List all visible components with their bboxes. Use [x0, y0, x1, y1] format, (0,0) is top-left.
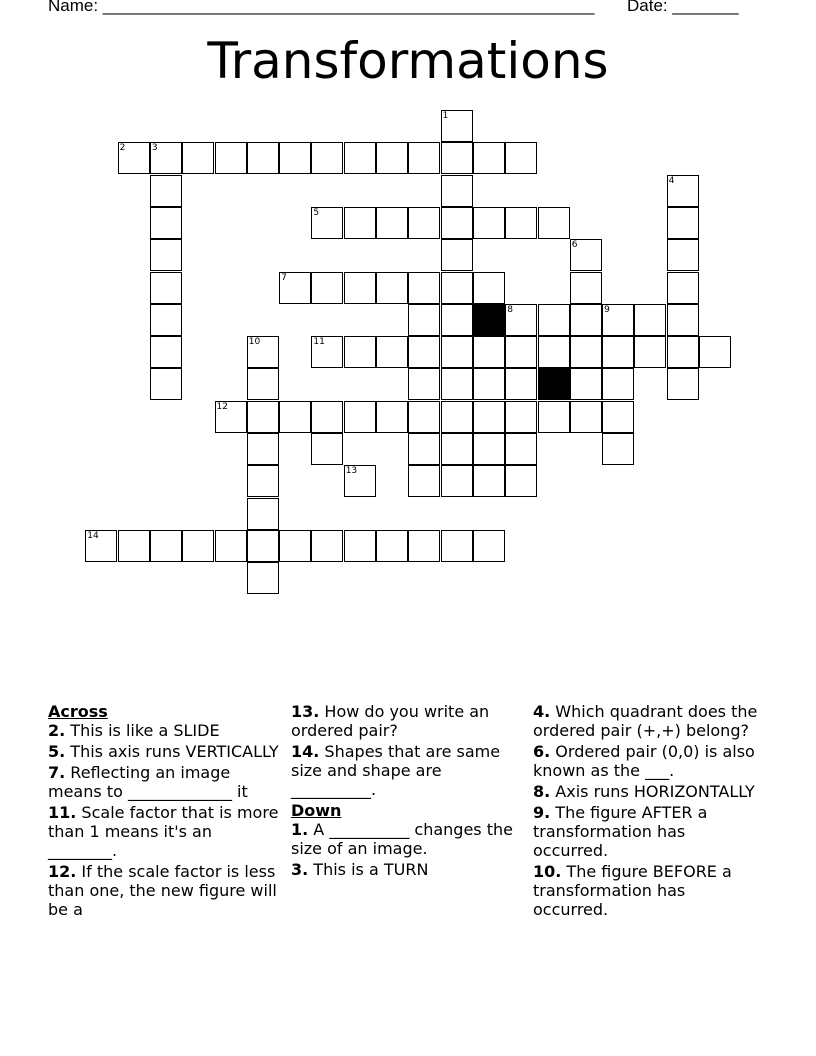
crossword-cell[interactable]: [215, 401, 247, 433]
clue-number: 3.: [291, 860, 309, 879]
crossword-cell[interactable]: [505, 401, 537, 433]
clue-item: [533, 782, 765, 801]
crossword-cell[interactable]: [344, 336, 376, 368]
crossword-cell[interactable]: [602, 304, 634, 336]
crossword-cell[interactable]: [441, 110, 473, 142]
crossword-cell[interactable]: [150, 530, 182, 562]
crossword-black-cell: [538, 368, 570, 400]
clues-column-3: [533, 702, 765, 921]
clue-item: [291, 820, 523, 858]
crossword-cell[interactable]: [473, 368, 505, 400]
crossword-cell[interactable]: [150, 368, 182, 400]
clue-number-label: 2: [119, 143, 126, 154]
clue-text: Shapes that are same size and shape are __________.: [291, 742, 501, 799]
crossword-cell[interactable]: [505, 304, 537, 336]
down-clue-list-continued: [533, 702, 765, 919]
crossword-cell[interactable]: [247, 336, 279, 368]
clue-number: 1.: [291, 820, 309, 839]
across-heading: Across: [48, 702, 108, 721]
clue-number-label: 3: [151, 143, 158, 154]
clue-number-label: 6: [571, 240, 578, 251]
crossword-cell[interactable]: [344, 401, 376, 433]
crossword-cell[interactable]: [538, 401, 570, 433]
clue-item: [48, 742, 280, 761]
clue-text: A __________ changes the size of an image.: [291, 820, 513, 858]
crossword-cell[interactable]: [311, 207, 343, 239]
crossword-cell[interactable]: [311, 272, 343, 304]
clue-text: The figure AFTER a transformation has occurred.: [533, 803, 708, 860]
crossword-cell[interactable]: [279, 401, 311, 433]
clue-text: This is a TURN: [308, 860, 429, 879]
across-clue-list: [48, 721, 280, 919]
crossword-cell[interactable]: [441, 175, 473, 207]
clue-number: 8.: [533, 782, 551, 801]
crossword-cell[interactable]: [667, 175, 699, 207]
crossword-cell[interactable]: [538, 336, 570, 368]
crossword-cell[interactable]: [505, 142, 537, 174]
crossword-cell[interactable]: [473, 336, 505, 368]
crossword-cell[interactable]: [150, 239, 182, 271]
crossword-cell[interactable]: [376, 207, 408, 239]
name-field-label: Name: ____________________________________________________: [48, 0, 595, 15]
crossword-cell[interactable]: [150, 142, 182, 174]
clues-column-2: [291, 702, 523, 881]
crossword-cell[interactable]: [570, 239, 602, 271]
clue-item: [533, 742, 765, 780]
crossword-cell[interactable]: [473, 272, 505, 304]
clue-text: Which quadrant does the ordered pair (+,+) belong?: [533, 702, 758, 740]
crossword-cell[interactable]: [667, 272, 699, 304]
crossword-cell[interactable]: [408, 142, 440, 174]
crossword-cell[interactable]: [150, 175, 182, 207]
crossword-cell[interactable]: [85, 530, 117, 562]
crossword-cell[interactable]: [667, 368, 699, 400]
crossword-cell[interactable]: [182, 530, 214, 562]
clue-text: The figure BEFORE a transformation has occurred.: [533, 862, 732, 919]
crossword-cell[interactable]: [247, 465, 279, 497]
clue-item: [291, 860, 523, 879]
clue-number: 13.: [291, 702, 320, 721]
crossword-cell[interactable]: [441, 272, 473, 304]
clue-item: [48, 721, 280, 740]
clue-item: [291, 702, 523, 740]
crossword-cell[interactable]: [408, 272, 440, 304]
crossword-cell[interactable]: [473, 530, 505, 562]
crossword-cell[interactable]: [505, 433, 537, 465]
crossword-cell[interactable]: [376, 530, 408, 562]
clue-number: 10.: [533, 862, 562, 881]
crossword-cell[interactable]: [118, 142, 150, 174]
clue-number-label: 4: [668, 175, 675, 186]
crossword-cell[interactable]: [441, 433, 473, 465]
crossword-cell[interactable]: [602, 401, 634, 433]
clue-text: This axis runs VERTICALLY: [65, 742, 279, 761]
crossword-cell[interactable]: [118, 530, 150, 562]
crossword-cell[interactable]: [441, 207, 473, 239]
crossword-cell[interactable]: [311, 142, 343, 174]
crossword-cell[interactable]: [150, 336, 182, 368]
clue-item: [291, 742, 523, 799]
crossword-cell[interactable]: [344, 465, 376, 497]
clue-number-label: 12: [216, 401, 228, 412]
clue-number-label: 7: [281, 272, 287, 283]
clue-number: 14.: [291, 742, 320, 761]
crossword-cell[interactable]: [667, 239, 699, 271]
crossword-cell[interactable]: [441, 304, 473, 336]
crossword-cell[interactable]: [247, 401, 279, 433]
crossword-cell[interactable]: [247, 433, 279, 465]
clue-number: 2.: [48, 721, 66, 740]
crossword-cell[interactable]: [505, 368, 537, 400]
crossword-cell[interactable]: [247, 498, 279, 530]
clue-number: 11.: [48, 803, 77, 822]
crossword-cell[interactable]: [247, 562, 279, 594]
crossword-cell[interactable]: [505, 465, 537, 497]
clue-text: Axis runs HORIZONTALLY: [550, 782, 755, 801]
crossword-cell[interactable]: [408, 304, 440, 336]
clue-number-label: 5: [313, 207, 320, 218]
clue-number-label: 1: [442, 111, 449, 121]
crossword-cell[interactable]: [570, 272, 602, 304]
crossword-cell[interactable]: [150, 207, 182, 239]
crossword-cell[interactable]: [570, 336, 602, 368]
crossword-cell[interactable]: [473, 207, 505, 239]
clue-number: 4.: [533, 702, 551, 721]
crossword-cell[interactable]: [441, 142, 473, 174]
crossword-cell[interactable]: [473, 401, 505, 433]
crossword-cell[interactable]: [247, 530, 279, 562]
crossword-cell[interactable]: [634, 304, 666, 336]
clue-number: 12.: [48, 862, 77, 881]
clue-item: [48, 763, 280, 801]
crossword-cell[interactable]: [344, 272, 376, 304]
crossword-cell[interactable]: [602, 368, 634, 400]
clue-number: 5.: [48, 742, 66, 761]
crossword-cell[interactable]: [602, 433, 634, 465]
crossword-cell[interactable]: [408, 368, 440, 400]
crossword-cell[interactable]: [376, 401, 408, 433]
crossword-cell[interactable]: [441, 239, 473, 271]
clue-item: [533, 702, 765, 740]
crossword-cell[interactable]: [215, 142, 247, 174]
across-clue-list-continued: [291, 702, 523, 799]
clue-number-label: 8: [507, 304, 513, 315]
crossword-cell[interactable]: [247, 368, 279, 400]
crossword-cell[interactable]: [376, 142, 408, 174]
clue-text: This is like a SLIDE: [65, 721, 220, 740]
clue-item: [533, 803, 765, 860]
clue-item: [48, 862, 280, 919]
crossword-cell[interactable]: [279, 272, 311, 304]
clue-text: Ordered pair (0,0) is also known as the ___.: [533, 742, 755, 780]
crossword-cell[interactable]: [602, 336, 634, 368]
crossword-cell[interactable]: [505, 336, 537, 368]
crossword-cell[interactable]: [473, 465, 505, 497]
clue-number: 9.: [533, 803, 551, 822]
clue-number-label: 13: [345, 466, 358, 477]
crossword-black-cell: [473, 304, 505, 336]
crossword-cell[interactable]: [408, 336, 440, 368]
clue-item: [533, 862, 765, 919]
date-field-label: Date: _______: [627, 0, 739, 15]
crossword-cell[interactable]: [667, 336, 699, 368]
crossword-cell[interactable]: [408, 433, 440, 465]
clue-text: Reflecting an image means to _____________ it: [48, 763, 248, 801]
crossword-cell[interactable]: [441, 368, 473, 400]
crossword-cell[interactable]: [441, 336, 473, 368]
crossword-cell[interactable]: [311, 433, 343, 465]
crossword-cell[interactable]: [344, 142, 376, 174]
crossword-cell[interactable]: [376, 272, 408, 304]
crossword-cell[interactable]: [505, 207, 537, 239]
clue-text: Scale factor that is more than 1 means it's an ________.: [48, 803, 279, 860]
crossword-cell[interactable]: [473, 142, 505, 174]
clue-number: 6.: [533, 742, 551, 761]
down-heading: Down: [291, 801, 342, 820]
crossword-cell[interactable]: [473, 433, 505, 465]
crossword-cell[interactable]: [376, 336, 408, 368]
crossword-cell[interactable]: [538, 304, 570, 336]
crossword-cell[interactable]: [441, 465, 473, 497]
crossword-cell[interactable]: [344, 530, 376, 562]
crossword-cell[interactable]: [538, 207, 570, 239]
crossword-cell[interactable]: [441, 530, 473, 562]
crossword-cell[interactable]: [667, 207, 699, 239]
crossword-cell[interactable]: [247, 142, 279, 174]
clue-text: How do you write an ordered pair?: [291, 702, 490, 740]
crossword-cell[interactable]: [408, 401, 440, 433]
crossword-cell[interactable]: [408, 207, 440, 239]
crossword-cell[interactable]: [311, 530, 343, 562]
clue-number-label: 11: [313, 337, 325, 348]
clue-number: 7.: [48, 763, 66, 782]
crossword-cell[interactable]: [699, 336, 731, 368]
clue-number-label: 10: [248, 337, 261, 348]
page-title: Transformations: [207, 32, 609, 90]
crossword-cell[interactable]: [311, 401, 343, 433]
crossword-cell[interactable]: [570, 401, 602, 433]
crossword-cell[interactable]: [150, 304, 182, 336]
crossword-cell[interactable]: [150, 272, 182, 304]
crossword-cell[interactable]: [279, 530, 311, 562]
down-clue-list: [291, 820, 523, 879]
clue-number-label: 9: [604, 304, 610, 315]
crossword-cell[interactable]: [182, 142, 214, 174]
crossword-cell[interactable]: [570, 368, 602, 400]
clue-item: [48, 803, 280, 860]
crossword-cell[interactable]: [634, 336, 666, 368]
crossword-cell[interactable]: [215, 530, 247, 562]
crossword-cell[interactable]: [279, 142, 311, 174]
clue-number-label: 14: [87, 530, 99, 541]
clue-text: If the scale factor is less than one, the new figure will be a: [48, 862, 277, 919]
crossword-cell[interactable]: [441, 401, 473, 433]
crossword-cell[interactable]: [408, 530, 440, 562]
crossword-cell[interactable]: [408, 465, 440, 497]
clues-column-1: [48, 702, 280, 921]
crossword-cell[interactable]: [570, 304, 602, 336]
crossword-cell[interactable]: [667, 304, 699, 336]
crossword-cell[interactable]: [311, 336, 343, 368]
crossword-cell[interactable]: [344, 207, 376, 239]
